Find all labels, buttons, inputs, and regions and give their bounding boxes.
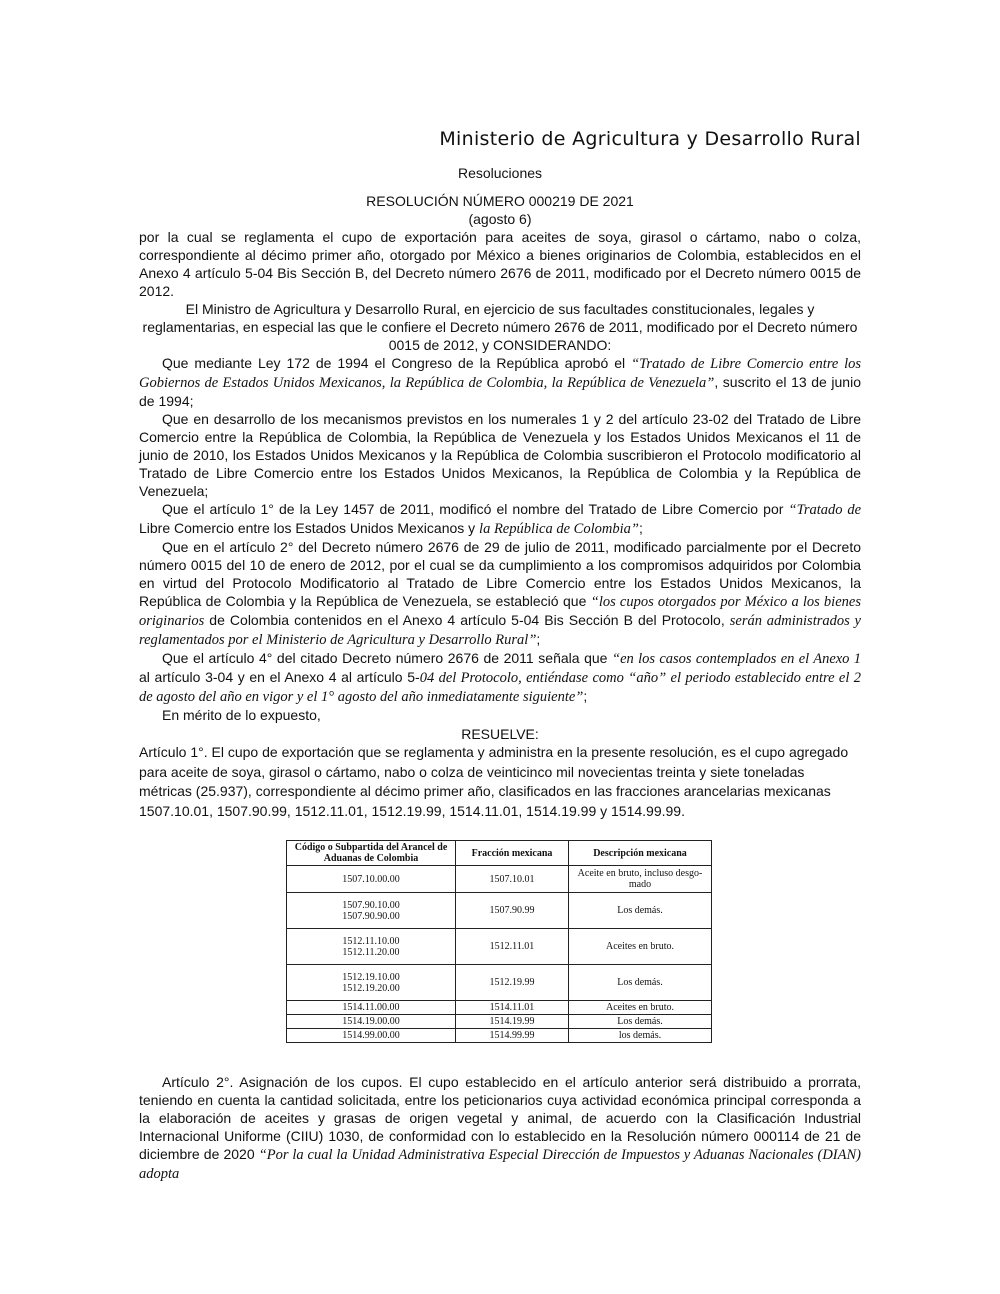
- cell-fraccion: 1514.11.01: [456, 1001, 569, 1015]
- header-fraccion: Fracción mexicana: [456, 841, 569, 866]
- table-row: [287, 893, 712, 929]
- considerando-4-quote-b: serán administrados y reglamentados por el Ministerio de Agricultura y Desarrollo Rural”: [139, 613, 861, 648]
- tariff-table: [286, 840, 712, 1043]
- table-row: [287, 1029, 712, 1043]
- considerando-4-text: Que en el artículo 2° del Decreto número 2676 de 29 de julio de 2011, modificado parcialmente por el Decreto número 0015 del 10 de enero de 2012, por el cual se da cumplimiento a los compromisos adquiridos por Colombia en virtud del Protocolo Modificatorio al Tratado de Libre Comercio entre los Estados Unidos Mexicanos, la República de Colombia y la República de Venezuela, se estableció que: [139, 539, 861, 609]
- considerando-1-text: Que mediante Ley 172 de 1994 el Congreso de la República aprobó el: [162, 355, 632, 371]
- cell-codigo: 1514.99.00.00: [287, 1029, 456, 1043]
- cell-descripcion: Los demás.: [569, 1015, 712, 1029]
- cell-descripcion: Los demás.: [569, 965, 712, 1001]
- considerando-5-quote-a: “en los casos contemplados en el Anexo 1: [612, 651, 861, 667]
- cell-fraccion: 1514.19.99: [456, 1015, 569, 1029]
- table-header-row: [287, 841, 712, 866]
- cell-codigo: 1512.19.10.00 1512.19.20.00: [287, 965, 456, 1001]
- document-page: [139, 126, 861, 1183]
- cell-descripcion: Aceites en bruto.: [569, 929, 712, 965]
- considerando-3-mid: Libre Comercio entre los Estados Unidos Mexicanos y: [139, 520, 480, 536]
- cell-codigo: 1514.19.00.00: [287, 1015, 456, 1029]
- article-2-quote: “Por la cual la Unidad Administrativa Especial Dirección de Impuestos y Aduanas Nacionales (DIAN) adopta: [139, 1147, 861, 1182]
- cell-descripcion: los demás.: [569, 1029, 712, 1043]
- considerando-5-mid: al artículo 3-04 y en el Anexo 4 al artículo 5-: [139, 669, 420, 685]
- section-title: Resoluciones: [457, 165, 543, 181]
- considerando-2: Que en desarrollo de los mecanismos previstos en los numerales 1 y 2 del artículo 23-02 del Tratado de Libre Comercio entre la República de Colombia, la República de Venezuela y los Estados Unidos Mexicanos el 11 de junio de 2010, los Estados Unidos Mexicanos y la República de Colombia suscribieron el Protocolo modificatorio al Tratado de Libre Comercio entre los Estados Unidos Mexicanos, la República de Colombia y la República de Venezuela;: [139, 411, 861, 499]
- considerando-1-end: , suscrito el 13 de junio de 1994;: [139, 374, 861, 409]
- considerando-1: [139, 354, 861, 410]
- resolution-subject: por la cual se reglamenta el cupo de exportación para aceites de soya, girasol o cártamo, nabo o colza, correspondiente al décimo primer año, otorgado por México a bienes originarios de Colombia, establecidos en el Anexo 4 artículo 5-04 Bis Sección B, del Decreto número 2676 de 2011, modificado por el Decreto número 0015 de 2012.: [139, 229, 861, 299]
- ministry-title: Ministerio de Agricultura y Desarrollo Rural: [439, 128, 861, 150]
- cell-fraccion: 1507.10.01: [456, 866, 569, 893]
- table-row: [287, 929, 712, 965]
- considerando-5-quote-b: 04 del Protocolo, entiéndase como “año” el periodo establecido entre el 2 de agosto del año en vigor y el 1° agosto del año inmediatamente siguiente”: [139, 670, 861, 705]
- considerando-6: En mérito de lo expuesto,: [162, 707, 321, 723]
- cell-fraccion: 1507.90.99: [456, 893, 569, 929]
- considerando-5-text: Que el artículo 4° del citado Decreto número 2676 de 2011 señala que: [162, 650, 613, 666]
- cell-codigo: 1507.90.10.00 1507.90.90.00: [287, 893, 456, 929]
- cell-descripcion: Aceite en bruto, incluso desgo-mado: [569, 866, 712, 893]
- considerando-4-quote-a: “los cupos otorgados por México a los bienes originarios: [139, 594, 861, 629]
- considerando-4-mid: de Colombia contenidos en el Anexo 4 artículo 5-04 Bis Sección B del Protocolo,: [204, 612, 730, 628]
- considerando-4: [139, 538, 861, 649]
- cell-fraccion: 1514.99.99: [456, 1029, 569, 1043]
- resuelve-heading: RESUELVE:: [461, 726, 539, 742]
- considerando-5: [139, 649, 861, 706]
- resolution-date: (agosto 6): [468, 211, 532, 227]
- preamble: El Ministro de Agricultura y Desarrollo Rural, en ejercicio de sus facultades constitucionales, legales y reglamentarias, en especial las que le confiere el Decreto número 2676 de 2011, modificado por el Decreto número 0015 de 2012, y CONSIDERANDO:: [142, 301, 858, 353]
- table-row: [287, 1001, 712, 1015]
- table-row: [287, 1015, 712, 1029]
- header-codigo: Código o Subpartida del Arancel de Aduanas de Colombia: [287, 841, 456, 866]
- cell-codigo: 1512.11.10.00 1512.11.20.00: [287, 929, 456, 965]
- cell-codigo: 1507.10.00.00: [287, 866, 456, 893]
- article-1: Artículo 1°. El cupo de exportación que se reglamenta y administra en la presente resolución, es el cupo agregado para aceite de soya, girasol o cártamo, nabo o colza de veinticinco mil novecientas treinta y siete toneladas métricas (25.937), correspondiente al décimo primer año, clasificados en las fracciones arancelarias mexicanas 1507.10.01, 1507.90.99, 1512.11.01, 1512.19.99, 1514.11.01, 1514.19.99 y 1514.99.99.: [139, 744, 849, 819]
- considerando-1-quote: “Tratado de Libre Comercio entre los Gobiernos de Estados Unidos Mexicanos, la República de Colombia, la República de Venezuela”: [139, 356, 861, 391]
- cell-codigo: 1514.11.00.00: [287, 1001, 456, 1015]
- table-row: [287, 965, 712, 1001]
- resolution-number: RESOLUCIÓN NÚMERO 000219 DE 2021: [366, 193, 634, 209]
- considerando-3-quote-b: la República de Colombia”: [479, 521, 639, 537]
- considerando-3-quote-a: “Tratado de: [788, 502, 862, 518]
- considerando-4-end: ;: [536, 631, 541, 647]
- considerando-3-end: ;: [638, 520, 643, 536]
- considerando-5-end: ;: [583, 688, 588, 704]
- cell-descripcion: Aceites en bruto.: [569, 1001, 712, 1015]
- article-2-text: Artículo 2°. Asignación de los cupos. El cupo establecido en el artículo anterior será distribuido a prorrata, teniendo en cuenta la cantidad solicitada, entre los peticionarios cuya actividad económica principal corresponda a la elaboración de aceites y grasas de origen vegetal y animal, de acuerdo con la Clasificación Industrial Internacional Uniforme (CIIU) 1030, de conformidad con lo establecido en la Resolución número 000114 de 21 de diciembre de 2020: [139, 1074, 861, 1162]
- cell-descripcion: Los demás.: [569, 893, 712, 929]
- header-descripcion: Descripción mexicana: [569, 841, 712, 866]
- article-2: [139, 1073, 861, 1183]
- considerando-3-text: Que el artículo 1° de la Ley 1457 de 2011, modificó el nombre del Tratado de Libre Comercio por: [162, 501, 789, 517]
- cell-fraccion: 1512.11.01: [456, 929, 569, 965]
- considerando-3: [139, 500, 861, 538]
- table-row: [287, 866, 712, 893]
- cell-fraccion: 1512.19.99: [456, 965, 569, 1001]
- tariff-table-wrap: [286, 840, 861, 1043]
